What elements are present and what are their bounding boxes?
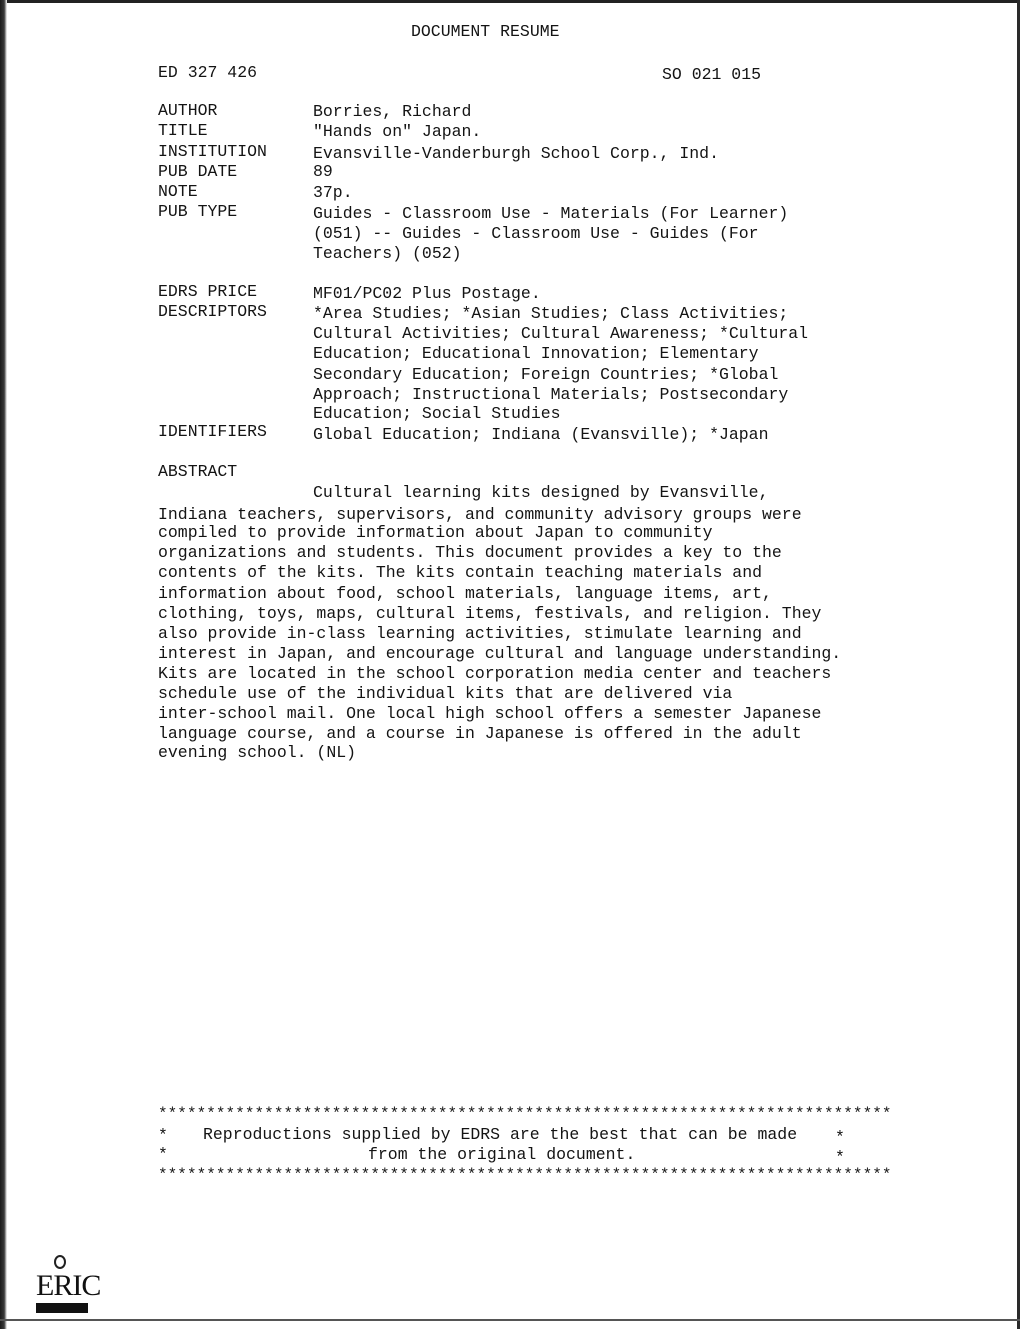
descriptors-line: Cultural Activities; Cultural Awareness; *Cultural — [313, 324, 809, 343]
footer-star-border-top: **************************************************************************** — [158, 1105, 892, 1123]
footer-star: * — [835, 1128, 845, 1147]
abstract-line: information about food, school materials, language items, art, — [158, 584, 772, 603]
abstract-line: Kits are located in the school corporation media center and teachers — [158, 664, 832, 683]
institution-value: Evansville-Vanderburgh School Corp., Ind. — [313, 144, 719, 163]
footer-line-1: Reproductions supplied by EDRS are the best that can be made — [203, 1125, 798, 1144]
descriptors-line: Education; Social Studies — [313, 404, 561, 423]
descriptors-label: DESCRIPTORS — [158, 302, 267, 321]
pub-type-line: Teachers) (052) — [313, 244, 462, 263]
abstract-line: organizations and students. This document provides a key to the — [158, 543, 782, 562]
institution-label: INSTITUTION — [158, 142, 267, 161]
abstract-line: compiled to provide information about Japan to community — [158, 523, 713, 542]
note-value: 37p. — [313, 183, 353, 202]
pub-type-line: Guides - Classroom Use - Materials (For Learner) — [313, 204, 789, 223]
abstract-line: evening school. (NL) — [158, 743, 357, 762]
abstract-line: Cultural learning kits designed by Evansville, — [313, 483, 769, 502]
footer-star: * — [835, 1148, 845, 1167]
scan-edge-left — [0, 0, 7, 1329]
abstract-line: Indiana teachers, supervisors, and community advisory groups were — [158, 505, 802, 524]
abstract-line: schedule use of the individual kits that are delivered via — [158, 684, 733, 703]
logo-drop-icon — [54, 1255, 66, 1269]
footer-line-2: from the original document. — [368, 1145, 636, 1164]
abstract-line: language course, and a course in Japanese is offered in the adult — [158, 724, 802, 743]
document-title: DOCUMENT RESUME — [411, 22, 560, 41]
identifiers-value: Global Education; Indiana (Evansville); *Japan — [313, 425, 769, 444]
descriptors-line: Education; Educational Innovation; Elementary — [313, 344, 759, 363]
pub-date-label: PUB DATE — [158, 162, 238, 181]
author-label: AUTHOR — [158, 101, 218, 120]
edrs-price-label: EDRS PRICE — [158, 282, 258, 301]
descriptors-line: Approach; Instructional Materials; Postsecondary — [313, 385, 789, 404]
abstract-line: inter-school mail. One local high school offers a semester Japanese — [158, 704, 822, 723]
abstract-label: ABSTRACT — [158, 462, 238, 481]
abstract-line: also provide in-class learning activities, stimulate learning and — [158, 624, 802, 643]
footer-star: * — [158, 1126, 168, 1145]
descriptors-line: Secondary Education; Foreign Countries; *Global — [313, 365, 779, 384]
author-value: Borries, Richard — [313, 102, 472, 121]
eric-logo — [36, 1255, 101, 1315]
pub-type-line: (051) -- Guides - Classroom Use - Guides (For — [313, 224, 759, 243]
logo-bar — [36, 1303, 88, 1313]
edrs-price-value: MF01/PC02 Plus Postage. — [313, 284, 541, 303]
title-label: TITLE — [158, 121, 208, 140]
footer-star: * — [158, 1145, 168, 1164]
abstract-line: clothing, toys, maps, cultural items, festivals, and religion. They — [158, 604, 822, 623]
descriptors-line: *Area Studies; *Asian Studies; Class Activities; — [313, 304, 789, 323]
scan-edge-top — [0, 0, 1020, 3]
abstract-line: contents of the kits. The kits contain teaching materials and — [158, 563, 762, 582]
logo-text: ERIC — [36, 1269, 101, 1302]
scan-edge-bottom — [0, 1319, 1020, 1321]
abstract-line: interest in Japan, and encourage cultural and language understanding. — [158, 644, 842, 663]
pub-type-label: PUB TYPE — [158, 202, 238, 221]
note-label: NOTE — [158, 182, 198, 201]
identifiers-label: IDENTIFIERS — [158, 422, 267, 441]
ed-number: ED 327 426 — [158, 63, 258, 82]
so-number: SO 021 015 — [662, 65, 762, 84]
pub-date-value: 89 — [313, 162, 333, 181]
title-value: "Hands on" Japan. — [313, 122, 482, 141]
footer-star-border-bottom: **************************************************************************** — [158, 1166, 892, 1184]
